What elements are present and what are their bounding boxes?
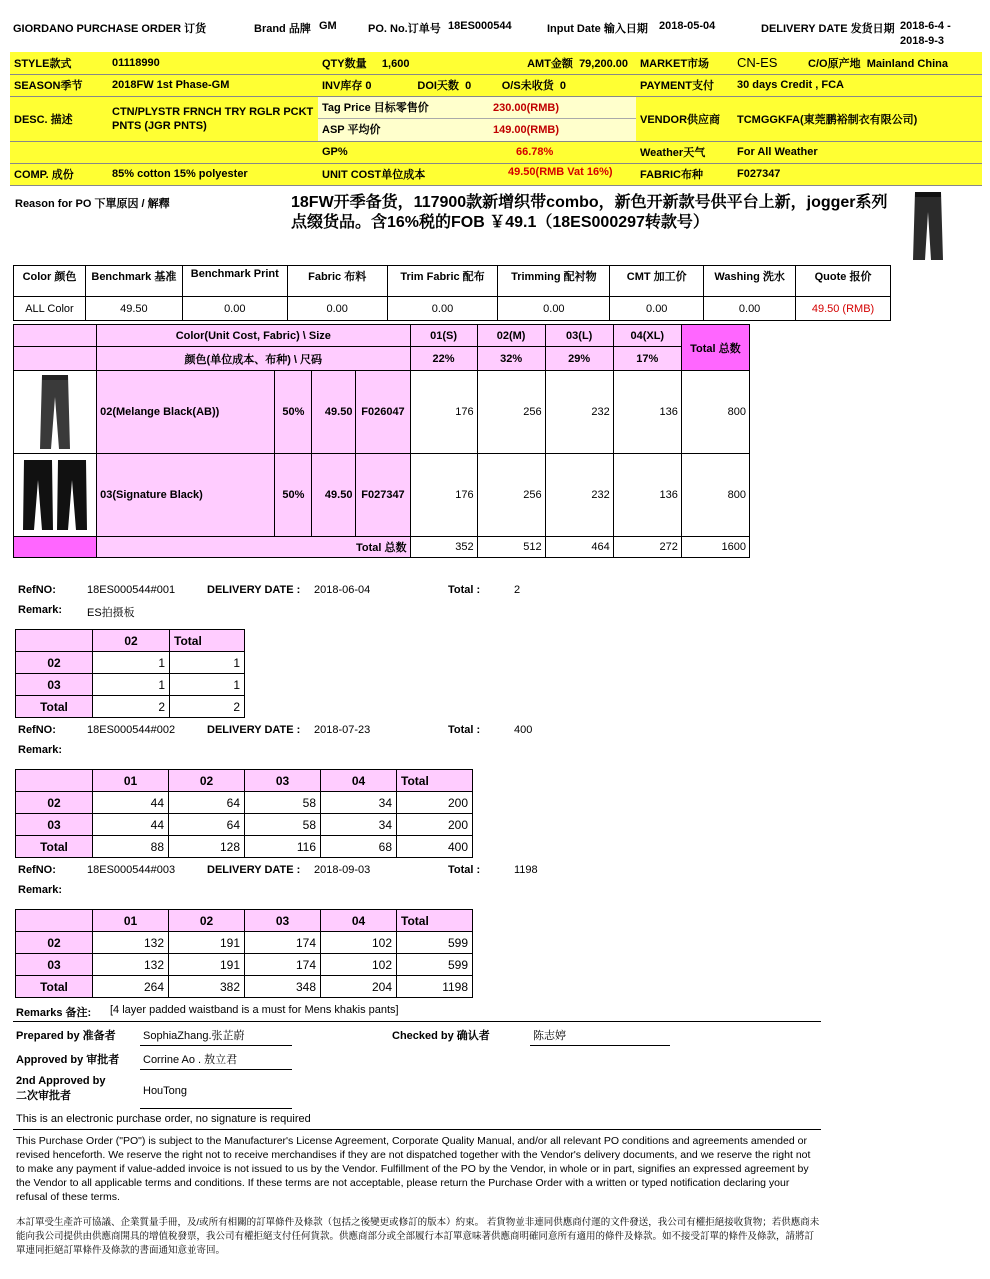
payment-value: 30 days Credit , FCA (733, 74, 982, 96)
size-pct-xl: 17% (613, 347, 681, 371)
asp-value: 149.00(RMB) (493, 123, 560, 136)
delivery-date-label: DELIVERY DATE 发货日期 (761, 23, 895, 35)
fabric-value: F027347 (733, 163, 982, 185)
size-sum-xl: 272 (613, 537, 681, 558)
payment-label: PAYMENT支付 (636, 74, 733, 96)
row-total-02: 800 (681, 371, 749, 454)
ref2-total: 400 (514, 724, 533, 736)
size-pct-l: 29% (545, 347, 613, 371)
electronic-notice: This is an electronic purchase order, no signature is required (16, 1113, 311, 1125)
bench-h-trim-fabric: Trim Fabric 配布 (387, 266, 498, 297)
row-cost-03: 49.50 (312, 454, 356, 537)
unit-cost-value: 49.50(RMB Vat 16%) (508, 166, 613, 178)
amt-label: AMT金额 (527, 57, 573, 70)
bench-h-benchmark: Benchmark 基准 (85, 266, 182, 297)
size-sum-label: Total 总数 (97, 537, 410, 558)
bench-fabric: 0.00 (287, 297, 387, 321)
table-row: 03 1 1 (16, 674, 245, 696)
terms-en: This Purchase Order ("PO") is subject to the Manufacturer's License Agreement, Corporate Quality Manual, and/or all relevant PO conditions and agreements amended or revised henceforth. We reserve the right not to receive merchandises if they are not dispatched together with the Vendor's delivery documents, and we reserve the right not to make any payment if value-added invoice is not issued to us by the Vendor. Fulfillment of the PO by the Vendor, in whole or in part, signifies an expressed agreement by the Vendor to all applicable terms and conditions. If these terms are not acceptable, please return the Purchase Order with a written or typed notification declaring your refusal of these terms. (16, 1135, 811, 1203)
os-label: O/S未收货 (501, 80, 554, 92)
ref2-qty-table: 01 02 03 04 Total 02 44 64 58 34 200 03 44 64 58 34 200 Total 88 128 116 68 400 (15, 769, 473, 858)
row-fabric-03: F027347 (356, 454, 410, 537)
qty-value: 1,600 (381, 57, 410, 70)
approved2-by: HouTong (143, 1085, 188, 1097)
reason-label: Reason for PO 下單原因 / 解釋 (15, 198, 170, 210)
row-qty-02-m: 256 (477, 371, 545, 454)
size-header-s: 01(S) (410, 325, 477, 347)
origin-value: Mainland China (866, 57, 948, 70)
vendor-value: TCMGGKFA(東莞鹏裕制衣有限公司) (733, 96, 982, 141)
style-value: 01118990 (108, 52, 318, 74)
size-header-total: Total 总数 (681, 325, 749, 371)
approved2-label-en: 2nd Approved by (16, 1075, 106, 1087)
row-qty-02-l: 232 (545, 371, 613, 454)
bench-print: 0.00 (182, 297, 287, 321)
remarks-label: Remarks 备注: (16, 1007, 92, 1019)
size-sum-l: 464 (545, 537, 613, 558)
size-header-m: 02(M) (477, 325, 545, 347)
size-pct-s: 22% (410, 347, 477, 371)
table-row: 03 132 191 174 102 599 (16, 954, 473, 976)
size-breakdown-table (13, 324, 750, 558)
row-qty-03-s: 176 (410, 454, 477, 537)
doi-value: 0 (465, 80, 472, 92)
row-pct-03: 50% (275, 454, 312, 537)
melange-black-pants-image (37, 373, 73, 451)
po-info-table (10, 52, 982, 186)
delivery-date-end: 2018-9-3 (900, 35, 945, 47)
style-label: STYLE款式 (10, 52, 108, 74)
size-sum-s: 352 (410, 537, 477, 558)
size-header-xl: 04(XL) (613, 325, 681, 347)
benchmark-table (13, 265, 891, 321)
input-date-label: Input Date 输入日期 (547, 23, 648, 35)
ref3-refno-label: RefNO: (18, 864, 56, 876)
bench-benchmark: 49.50 (85, 297, 182, 321)
bench-h-quote: Quote 报价 (796, 266, 891, 297)
terms-cn: 本訂單受生產許可協議、企業質量手冊，及/或所有相關的訂單條件及條款（包括之後變更或修訂的版本）約束。 若貨物並非連同供應商付運的文件發送，我公司有權拒絕接收貨物；若供應商未能向我公司提供由供應商開具的增值稅發票，我公司有權拒絕支付任何貨款。供應商部分或全部履行本訂單意味著供應商明確同意所有適用的條件及條款。如不接受訂單的條件及條款，請將訂單連同拒絕訂單條件及條款的書面通知意並寄回。 (16, 1217, 820, 1256)
doi-label: DOI天数 (417, 80, 459, 92)
size-sum-m: 512 (477, 537, 545, 558)
bench-h-print: Benchmark Print (182, 266, 287, 297)
ref1-remark: ES拍摄板 (87, 607, 135, 619)
ref3-delivery-label: DELIVERY DATE : (207, 864, 301, 876)
ref1-col-total: Total (170, 630, 245, 652)
row-qty-03-l: 232 (545, 454, 613, 537)
divider (13, 1129, 821, 1130)
bench-color: ALL Color (14, 297, 86, 321)
row-total-03: 800 (681, 454, 749, 537)
checked-signature-line (530, 1045, 670, 1046)
remarks-text: [4 layer padded waistband is a must for Mens khakis pants] (110, 1004, 399, 1016)
ref3-delivery-date: 2018-09-03 (314, 864, 371, 876)
ref1-delivery-date: 2018-06-04 (314, 584, 371, 596)
size-pct-m: 32% (477, 347, 545, 371)
table-row: Total 88 128 116 68 400 (16, 836, 473, 858)
vendor-label: VENDOR供应商 (636, 96, 733, 141)
bench-h-color: Color 颜色 (14, 266, 86, 297)
ref3-qty-table: 01 02 03 04 Total 02 132 191 174 102 599 03 132 191 174 102 599 Total 264 382 348 204 1198 (15, 909, 473, 998)
weather-value: For All Weather (733, 141, 982, 163)
season-value: 2018FW 1st Phase-GM (108, 74, 318, 96)
input-date: 2018-05-04 (659, 20, 716, 32)
unit-cost-label: UNIT COST单位成本 (322, 169, 426, 181)
desc-label: DESC. 描述 (10, 96, 108, 141)
os-value: 0 (559, 80, 566, 92)
table-row: 02 132 191 174 102 599 (16, 932, 473, 954)
bench-trimming: 0.00 (498, 297, 610, 321)
desc-value: CTN/PLYSTR FRNCH TRY RGLR PCKT PNTS (JGR PNTS) (108, 96, 318, 141)
signature-black-pants-image (22, 458, 88, 532)
brand-value: GM (319, 20, 337, 32)
tag-price-label: Tag Price 目标零售价 (322, 101, 429, 114)
bench-h-fabric: Fabric 布料 (287, 266, 387, 297)
weather-label: Weather天气 (636, 141, 733, 163)
bench-h-trimming: Trimming 配衬物 (498, 266, 610, 297)
reason-text: 18FW开季备货，117900款新增织带combo，新色开新款号供平台上新，jogger系列点缀货品。含16%税的FOB ￥49.1（18ES000297转款号） (291, 194, 888, 231)
season-label: SEASON季节 (10, 74, 108, 96)
gp-value: 66.78% (516, 146, 554, 158)
row-qty-03-xl: 136 (613, 454, 681, 537)
table-row (14, 371, 750, 454)
size-table-header-cn: 颜色(单位成本、布种) \ 尺码 (97, 347, 410, 371)
approved2-signature-line (140, 1108, 292, 1109)
bench-quote: 49.50 (RMB) (796, 297, 891, 321)
checked-label: Checked by 确认者 (392, 1030, 490, 1042)
row-fabric-02: F026047 (356, 371, 410, 454)
bench-washing: 0.00 (704, 297, 796, 321)
approved-signature-line (140, 1069, 292, 1070)
ref2-total-label: Total : (448, 724, 481, 736)
ref1-qty-table (15, 629, 245, 718)
po-label: PO. No.订单号 (368, 23, 441, 35)
ref2-remark-label: Remark: (18, 744, 63, 756)
fabric-label: FABRIC布种 (636, 163, 733, 185)
bench-cmt: 0.00 (610, 297, 704, 321)
ref1-col-02: 02 (93, 630, 170, 652)
ref3-remark-label: Remark: (18, 884, 63, 896)
table-row: 02 1 1 (16, 652, 245, 674)
table-row (14, 454, 750, 537)
brand-label: Brand 品牌 (254, 23, 311, 35)
approved2-label-cn: 二次审批者 (16, 1090, 71, 1102)
bench-h-cmt: CMT 加工价 (610, 266, 704, 297)
ref1-refno-label: RefNO: (18, 584, 56, 596)
bench-h-washing: Washing 洗水 (704, 266, 796, 297)
po-number: 18ES000544 (448, 20, 512, 32)
product-thumbnail (909, 190, 947, 262)
row-pct-02: 50% (275, 371, 312, 454)
row-color-03: 03(Signature Black) (97, 454, 275, 537)
amt-value: 79,200.00 (579, 57, 628, 70)
gp-label: GP% (322, 146, 348, 158)
approved-by: Corrine Ao . 敖立君 (143, 1054, 238, 1066)
ref3-total-label: Total : (448, 864, 481, 876)
comp-value: 85% cotton 15% polyester (108, 163, 318, 185)
row-qty-03-m: 256 (477, 454, 545, 537)
ref1-total-label: Total : (448, 584, 481, 596)
size-header-l: 03(L) (545, 325, 613, 347)
inv-value: 0 (365, 80, 372, 92)
table-row: Total 264 382 348 204 1198 (16, 976, 473, 998)
row-qty-02-s: 176 (410, 371, 477, 454)
ref1-total: 2 (514, 584, 521, 596)
tag-price-value: 230.00(RMB) (493, 101, 560, 114)
ref3-total: 1198 (514, 864, 538, 876)
ref1-remark-label: Remark: (18, 604, 63, 616)
ref2-delivery-label: DELIVERY DATE : (207, 724, 301, 736)
table-row: 03 44 64 58 34 200 (16, 814, 473, 836)
delivery-date-start: 2018-6-4 - (900, 20, 951, 32)
row-color-02: 02(Melange Black(AB)) (97, 371, 275, 454)
bench-trim-fabric: 0.00 (387, 297, 498, 321)
size-table-header-en: Color(Unit Cost, Fabric) \ Size (97, 325, 410, 347)
checked-by: 陈志婷 (533, 1030, 566, 1042)
ref1-refno: 18ES000544#001 (87, 584, 176, 596)
ref1-delivery-label: DELIVERY DATE : (207, 584, 301, 596)
row-qty-02-xl: 136 (613, 371, 681, 454)
prepared-by: SophiaZhang.张芷蔚 (143, 1030, 245, 1042)
inv-label: INV库存 (322, 80, 363, 92)
prepared-signature-line (140, 1045, 292, 1046)
size-sum-total: 1600 (681, 537, 749, 558)
asp-label: ASP 平均价 (322, 123, 381, 136)
market-value: CN-ES (737, 54, 778, 70)
market-label: MARKET市场 (636, 52, 733, 74)
table-row: 02 44 64 58 34 200 (16, 792, 473, 814)
origin-label: C/O原产地 (808, 57, 861, 70)
prepared-label: Prepared by 准备者 (16, 1030, 116, 1042)
ref2-refno-label: RefNO: (18, 724, 56, 736)
divider (13, 1021, 821, 1022)
po-title: GIORDANO PURCHASE ORDER 订货 (13, 23, 207, 35)
approved-label: Approved by 审批者 (16, 1054, 120, 1066)
table-row: Total 2 2 (16, 696, 245, 718)
comp-label: COMP. 成份 (10, 163, 108, 185)
row-cost-02: 49.50 (312, 371, 356, 454)
ref2-refno: 18ES000544#002 (87, 724, 176, 736)
ref3-refno: 18ES000544#003 (87, 864, 176, 876)
ref2-delivery-date: 2018-07-23 (314, 724, 371, 736)
qty-label: QTY数量 (322, 57, 367, 70)
